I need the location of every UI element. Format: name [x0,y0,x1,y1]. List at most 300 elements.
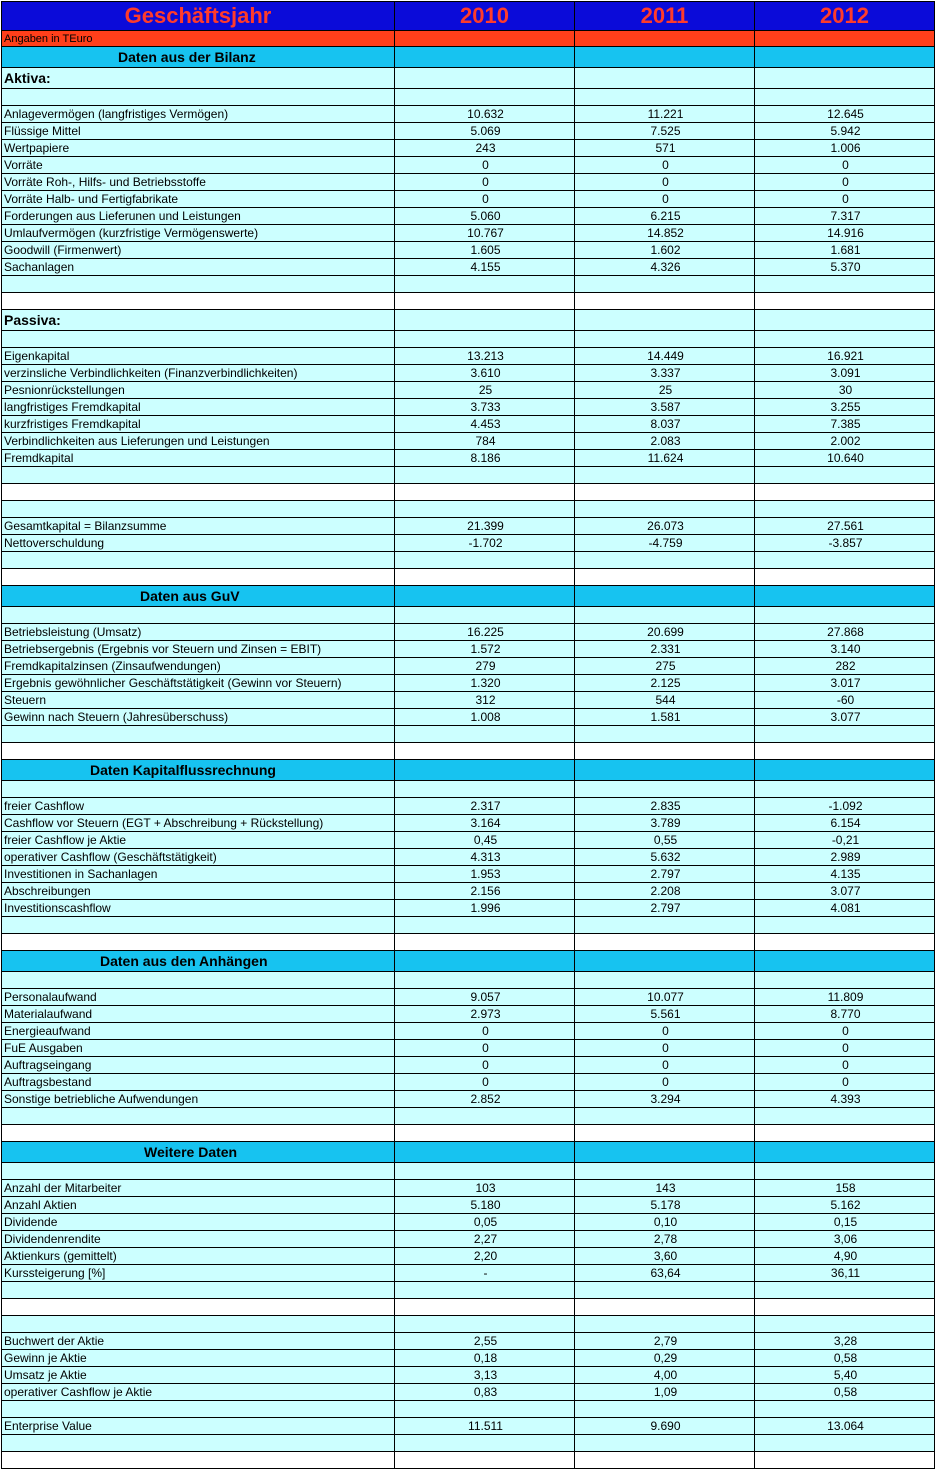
value-cell-2011[interactable]: 3.789 [575,815,755,832]
empty-cell[interactable] [2,781,395,798]
value-cell-2012[interactable]: 0 [755,174,935,191]
value-cell-2010[interactable]: 4.453 [395,416,575,433]
subsection-title-cell[interactable]: Passiva: [2,310,395,331]
section-title-cell[interactable]: Daten aus der Bilanz [2,47,395,68]
row-label-cell[interactable]: Vorräte [2,157,395,174]
row-label-cell[interactable]: Goodwill (Firmenwert) [2,242,395,259]
value-cell-2011[interactable]: 3.294 [575,1091,755,1108]
empty-cell[interactable] [395,68,575,89]
value-cell-2012[interactable]: 3.140 [755,641,935,658]
empty-cell[interactable] [2,1316,395,1333]
empty-cell[interactable] [575,89,755,106]
empty-cell[interactable] [395,31,575,47]
empty-cell[interactable] [575,276,755,293]
value-cell-2011[interactable]: 0 [575,1040,755,1057]
value-cell-2011[interactable]: 2.125 [575,675,755,692]
row-label-cell[interactable]: Fremdkapital [2,450,395,467]
value-cell-2012[interactable]: 13.064 [755,1418,935,1435]
empty-cell[interactable] [2,276,395,293]
empty-cell[interactable] [575,972,755,989]
row-label-cell[interactable]: Cashflow vor Steuern (EGT + Abschreibung + Rückstellung) [2,815,395,832]
value-cell-2010[interactable]: 0,45 [395,832,575,849]
empty-cell[interactable] [395,1435,575,1452]
row-label-cell[interactable]: FuE Ausgaben [2,1040,395,1057]
row-label-cell[interactable]: freier Cashflow je Aktie [2,832,395,849]
value-cell-2012[interactable]: -1.092 [755,798,935,815]
row-label-cell[interactable]: Gewinn je Aktie [2,1350,395,1367]
empty-cell[interactable] [575,47,755,68]
empty-cell[interactable] [575,743,755,760]
empty-cell[interactable] [755,1452,935,1469]
value-cell-2011[interactable]: 4.326 [575,259,755,276]
row-label-cell[interactable]: Nettoverschuldung [2,535,395,552]
section-title-cell[interactable]: Daten aus GuV [2,586,395,607]
value-cell-2012[interactable]: 12.645 [755,106,935,123]
value-cell-2011[interactable]: 5.178 [575,1197,755,1214]
empty-cell[interactable] [395,972,575,989]
empty-cell[interactable] [395,569,575,586]
subsection-title-cell[interactable]: Aktiva: [2,68,395,89]
value-cell-2010[interactable]: 0 [395,1040,575,1057]
empty-cell[interactable] [395,726,575,743]
empty-cell[interactable] [2,934,395,951]
row-label-cell[interactable]: Gesamtkapital = Bilanzsumme [2,518,395,535]
row-label-cell[interactable]: Anzahl der Mitarbeiter [2,1180,395,1197]
empty-cell[interactable] [755,760,935,781]
value-cell-2010[interactable]: 1.320 [395,675,575,692]
section-title-cell[interactable]: Weitere Daten [2,1142,395,1163]
empty-cell[interactable] [395,276,575,293]
value-cell-2010[interactable]: 1.605 [395,242,575,259]
value-cell-2012[interactable]: 0 [755,157,935,174]
row-label-cell[interactable]: Umsatz je Aktie [2,1367,395,1384]
value-cell-2012[interactable]: 27.561 [755,518,935,535]
value-cell-2012[interactable]: 0 [755,1023,935,1040]
value-cell-2011[interactable]: 0,10 [575,1214,755,1231]
row-label-cell[interactable]: Wertpapiere [2,140,395,157]
header-year-2010-cell[interactable]: 2010 [395,2,575,31]
value-cell-2012[interactable]: 5.370 [755,259,935,276]
value-cell-2012[interactable]: 5,40 [755,1367,935,1384]
value-cell-2010[interactable]: 3.733 [395,399,575,416]
value-cell-2011[interactable]: 11.221 [575,106,755,123]
empty-cell[interactable] [395,310,575,331]
unit-note-cell[interactable]: Angaben in TEuro [2,31,395,47]
value-cell-2010[interactable]: 10.632 [395,106,575,123]
value-cell-2011[interactable]: 20.699 [575,624,755,641]
value-cell-2011[interactable]: 6.215 [575,208,755,225]
value-cell-2012[interactable]: 1.681 [755,242,935,259]
empty-cell[interactable] [755,89,935,106]
empty-cell[interactable] [575,484,755,501]
empty-cell[interactable] [575,1435,755,1452]
row-label-cell[interactable]: Vorräte Roh-, Hilfs- und Betriebsstoffe [2,174,395,191]
value-cell-2011[interactable]: 2.083 [575,433,755,450]
value-cell-2011[interactable]: 3,60 [575,1248,755,1265]
empty-cell[interactable] [395,1108,575,1125]
value-cell-2012[interactable]: 10.640 [755,450,935,467]
row-label-cell[interactable]: Eigenkapital [2,348,395,365]
value-cell-2012[interactable]: 0,58 [755,1384,935,1401]
value-cell-2010[interactable]: 0,05 [395,1214,575,1231]
value-cell-2010[interactable]: 3.610 [395,365,575,382]
value-cell-2010[interactable]: 2,55 [395,1333,575,1350]
empty-cell[interactable] [755,586,935,607]
empty-cell[interactable] [395,743,575,760]
value-cell-2012[interactable]: 4.135 [755,866,935,883]
value-cell-2010[interactable]: 16.225 [395,624,575,641]
value-cell-2010[interactable]: 25 [395,382,575,399]
empty-cell[interactable] [575,1108,755,1125]
empty-cell[interactable] [395,1299,575,1316]
empty-cell[interactable] [575,607,755,624]
value-cell-2012[interactable]: 4.081 [755,900,935,917]
value-cell-2011[interactable]: 25 [575,382,755,399]
value-cell-2011[interactable]: 1.581 [575,709,755,726]
empty-cell[interactable] [575,1163,755,1180]
value-cell-2010[interactable]: 1.996 [395,900,575,917]
row-label-cell[interactable]: Umlaufvermögen (kurzfristige Vermögenswerte) [2,225,395,242]
value-cell-2011[interactable]: 0 [575,1074,755,1091]
value-cell-2012[interactable]: 3.255 [755,399,935,416]
empty-cell[interactable] [755,501,935,518]
empty-cell[interactable] [395,501,575,518]
value-cell-2012[interactable]: 158 [755,1180,935,1197]
value-cell-2010[interactable]: 0 [395,191,575,208]
value-cell-2012[interactable]: 1.006 [755,140,935,157]
empty-cell[interactable] [755,951,935,972]
value-cell-2011[interactable]: 275 [575,658,755,675]
value-cell-2010[interactable]: 0,18 [395,1350,575,1367]
value-cell-2012[interactable]: 0,15 [755,1214,935,1231]
value-cell-2011[interactable]: 0,55 [575,832,755,849]
empty-cell[interactable] [395,47,575,68]
value-cell-2012[interactable]: 16.921 [755,348,935,365]
value-cell-2011[interactable]: 544 [575,692,755,709]
empty-cell[interactable] [395,1452,575,1469]
value-cell-2012[interactable]: 3.091 [755,365,935,382]
value-cell-2011[interactable]: 2.208 [575,883,755,900]
value-cell-2010[interactable]: 4.313 [395,849,575,866]
value-cell-2012[interactable]: 3,06 [755,1231,935,1248]
value-cell-2011[interactable]: 2,79 [575,1333,755,1350]
value-cell-2010[interactable]: - [395,1265,575,1282]
empty-cell[interactable] [575,781,755,798]
row-label-cell[interactable]: Betriebsleistung (Umsatz) [2,624,395,641]
value-cell-2012[interactable]: 0 [755,1040,935,1057]
value-cell-2010[interactable]: 1.008 [395,709,575,726]
empty-cell[interactable] [755,31,935,47]
value-cell-2011[interactable]: 3.587 [575,399,755,416]
row-label-cell[interactable]: Sonstige betriebliche Aufwendungen [2,1091,395,1108]
row-label-cell[interactable]: operativer Cashflow (Geschäftstätigkeit) [2,849,395,866]
empty-cell[interactable] [395,1142,575,1163]
empty-cell[interactable] [395,934,575,951]
value-cell-2010[interactable]: 13.213 [395,348,575,365]
empty-cell[interactable] [2,89,395,106]
value-cell-2012[interactable]: 8.770 [755,1006,935,1023]
empty-cell[interactable] [2,484,395,501]
value-cell-2010[interactable]: 0 [395,174,575,191]
empty-cell[interactable] [395,331,575,348]
value-cell-2011[interactable]: 9.690 [575,1418,755,1435]
empty-cell[interactable] [755,972,935,989]
value-cell-2012[interactable]: 36,11 [755,1265,935,1282]
empty-cell[interactable] [575,1282,755,1299]
empty-cell[interactable] [755,293,935,310]
value-cell-2010[interactable]: 21.399 [395,518,575,535]
value-cell-2010[interactable]: 103 [395,1180,575,1197]
value-cell-2012[interactable]: 4,90 [755,1248,935,1265]
empty-cell[interactable] [395,781,575,798]
empty-cell[interactable] [575,293,755,310]
empty-cell[interactable] [2,552,395,569]
row-label-cell[interactable]: Flüssige Mittel [2,123,395,140]
empty-cell[interactable] [2,1282,395,1299]
value-cell-2012[interactable]: 7.317 [755,208,935,225]
value-cell-2012[interactable]: 0,58 [755,1350,935,1367]
value-cell-2012[interactable]: 11.809 [755,989,935,1006]
empty-cell[interactable] [2,1108,395,1125]
row-label-cell[interactable]: Enterprise Value [2,1418,395,1435]
value-cell-2010[interactable]: 5.060 [395,208,575,225]
value-cell-2011[interactable]: 0 [575,1057,755,1074]
row-label-cell[interactable]: Betriebsergebnis (Ergebnis vor Steuern und Zinsen = EBIT) [2,641,395,658]
empty-cell[interactable] [2,467,395,484]
value-cell-2011[interactable]: 10.077 [575,989,755,1006]
value-cell-2011[interactable]: 2.835 [575,798,755,815]
empty-cell[interactable] [755,917,935,934]
row-label-cell[interactable]: Vorräte Halb- und Fertigfabrikate [2,191,395,208]
empty-cell[interactable] [2,1125,395,1142]
row-label-cell[interactable]: verzinsliche Verbindlichkeiten (Finanzverbindlichkeiten) [2,365,395,382]
row-label-cell[interactable]: Steuern [2,692,395,709]
value-cell-2011[interactable]: -4.759 [575,535,755,552]
empty-cell[interactable] [755,743,935,760]
empty-cell[interactable] [755,1282,935,1299]
row-label-cell[interactable]: Abschreibungen [2,883,395,900]
empty-cell[interactable] [755,1125,935,1142]
value-cell-2011[interactable]: 0 [575,1023,755,1040]
empty-cell[interactable] [2,972,395,989]
value-cell-2011[interactable]: 0,29 [575,1350,755,1367]
empty-cell[interactable] [575,331,755,348]
empty-cell[interactable] [575,726,755,743]
value-cell-2011[interactable]: 0 [575,157,755,174]
value-cell-2011[interactable]: 2,78 [575,1231,755,1248]
row-label-cell[interactable]: Investitionscashflow [2,900,395,917]
value-cell-2012[interactable]: -60 [755,692,935,709]
value-cell-2011[interactable]: 0 [575,174,755,191]
value-cell-2010[interactable]: 2.317 [395,798,575,815]
value-cell-2010[interactable]: 2,20 [395,1248,575,1265]
row-label-cell[interactable]: Energieaufwand [2,1023,395,1040]
empty-cell[interactable] [755,1435,935,1452]
empty-cell[interactable] [755,1142,935,1163]
empty-cell[interactable] [755,569,935,586]
value-cell-2010[interactable]: 11.511 [395,1418,575,1435]
empty-cell[interactable] [755,1163,935,1180]
value-cell-2010[interactable]: 3.164 [395,815,575,832]
value-cell-2012[interactable]: 4.393 [755,1091,935,1108]
value-cell-2011[interactable]: 2.331 [575,641,755,658]
empty-cell[interactable] [755,1299,935,1316]
empty-cell[interactable] [395,89,575,106]
value-cell-2012[interactable]: 14.916 [755,225,935,242]
value-cell-2011[interactable]: 7.525 [575,123,755,140]
empty-cell[interactable] [2,1452,395,1469]
row-label-cell[interactable]: Materialaufwand [2,1006,395,1023]
empty-cell[interactable] [2,726,395,743]
empty-cell[interactable] [755,934,935,951]
value-cell-2010[interactable]: 5.180 [395,1197,575,1214]
empty-cell[interactable] [575,68,755,89]
value-cell-2012[interactable]: 6.154 [755,815,935,832]
value-cell-2011[interactable]: 14.852 [575,225,755,242]
value-cell-2012[interactable]: -0,21 [755,832,935,849]
empty-cell[interactable] [755,1401,935,1418]
empty-cell[interactable] [575,467,755,484]
row-label-cell[interactable]: Anzahl Aktien [2,1197,395,1214]
empty-cell[interactable] [2,501,395,518]
row-label-cell[interactable]: Sachanlagen [2,259,395,276]
empty-cell[interactable] [755,276,935,293]
value-cell-2010[interactable]: 9.057 [395,989,575,1006]
empty-cell[interactable] [575,1142,755,1163]
value-cell-2012[interactable]: 0 [755,191,935,208]
empty-cell[interactable] [755,1316,935,1333]
row-label-cell[interactable]: Aktienkurs (gemittelt) [2,1248,395,1265]
value-cell-2012[interactable]: 27.868 [755,624,935,641]
empty-cell[interactable] [2,1299,395,1316]
empty-cell[interactable] [575,586,755,607]
row-label-cell[interactable]: Fremdkapitalzinsen (Zinsaufwendungen) [2,658,395,675]
value-cell-2012[interactable]: 3,28 [755,1333,935,1350]
value-cell-2012[interactable]: 2.989 [755,849,935,866]
empty-cell[interactable] [755,310,935,331]
value-cell-2011[interactable]: 14.449 [575,348,755,365]
value-cell-2010[interactable]: 0 [395,157,575,174]
empty-cell[interactable] [575,569,755,586]
empty-cell[interactable] [2,607,395,624]
row-label-cell[interactable]: kurzfristiges Fremdkapital [2,416,395,433]
value-cell-2011[interactable]: 1.602 [575,242,755,259]
header-year-2011-cell[interactable]: 2011 [575,2,755,31]
value-cell-2011[interactable]: 5.561 [575,1006,755,1023]
empty-cell[interactable] [395,1282,575,1299]
value-cell-2010[interactable]: 0,83 [395,1384,575,1401]
row-label-cell[interactable]: Buchwert der Aktie [2,1333,395,1350]
empty-cell[interactable] [575,310,755,331]
empty-cell[interactable] [575,1125,755,1142]
row-label-cell[interactable]: Pesnionrückstellungen [2,382,395,399]
value-cell-2010[interactable]: 8.186 [395,450,575,467]
empty-cell[interactable] [575,934,755,951]
value-cell-2011[interactable]: 63,64 [575,1265,755,1282]
value-cell-2012[interactable]: 30 [755,382,935,399]
value-cell-2012[interactable]: 3.077 [755,883,935,900]
empty-cell[interactable] [395,1125,575,1142]
empty-cell[interactable] [755,484,935,501]
empty-cell[interactable] [395,552,575,569]
row-label-cell[interactable]: freier Cashflow [2,798,395,815]
value-cell-2010[interactable]: 279 [395,658,575,675]
row-label-cell[interactable]: Gewinn nach Steuern (Jahresüberschuss) [2,709,395,726]
value-cell-2011[interactable]: 143 [575,1180,755,1197]
row-label-cell[interactable]: Auftragseingang [2,1057,395,1074]
empty-cell[interactable] [395,1401,575,1418]
value-cell-2010[interactable]: 2,27 [395,1231,575,1248]
value-cell-2010[interactable]: 5.069 [395,123,575,140]
empty-cell[interactable] [755,552,935,569]
empty-cell[interactable] [2,1163,395,1180]
row-label-cell[interactable]: operativer Cashflow je Aktie [2,1384,395,1401]
value-cell-2012[interactable]: 282 [755,658,935,675]
value-cell-2011[interactable]: 3.337 [575,365,755,382]
empty-cell[interactable] [575,951,755,972]
value-cell-2010[interactable]: 4.155 [395,259,575,276]
empty-cell[interactable] [395,951,575,972]
value-cell-2012[interactable]: 3.077 [755,709,935,726]
row-label-cell[interactable]: Auftragsbestand [2,1074,395,1091]
row-label-cell[interactable]: Verbindlichkeiten aus Lieferungen und Leistungen [2,433,395,450]
empty-cell[interactable] [2,293,395,310]
header-title-cell[interactable]: Geschäftsjahr [2,2,395,31]
value-cell-2010[interactable]: 0 [395,1074,575,1091]
value-cell-2011[interactable]: 26.073 [575,518,755,535]
empty-cell[interactable] [395,1163,575,1180]
empty-cell[interactable] [755,68,935,89]
empty-cell[interactable] [2,917,395,934]
empty-cell[interactable] [575,760,755,781]
value-cell-2011[interactable]: 11.624 [575,450,755,467]
empty-cell[interactable] [575,501,755,518]
value-cell-2012[interactable]: 0 [755,1074,935,1091]
value-cell-2012[interactable]: 5.942 [755,123,935,140]
value-cell-2010[interactable]: 1.953 [395,866,575,883]
value-cell-2010[interactable]: 2.156 [395,883,575,900]
empty-cell[interactable] [395,760,575,781]
empty-cell[interactable] [2,331,395,348]
empty-cell[interactable] [2,569,395,586]
value-cell-2012[interactable]: 0 [755,1057,935,1074]
empty-cell[interactable] [395,484,575,501]
value-cell-2012[interactable]: -3.857 [755,535,935,552]
value-cell-2010[interactable]: 0 [395,1023,575,1040]
value-cell-2010[interactable]: 2.973 [395,1006,575,1023]
section-title-cell[interactable]: Daten aus den Anhängen [2,951,395,972]
value-cell-2010[interactable]: 2.852 [395,1091,575,1108]
value-cell-2011[interactable]: 4,00 [575,1367,755,1384]
value-cell-2010[interactable]: -1.702 [395,535,575,552]
empty-cell[interactable] [755,726,935,743]
empty-cell[interactable] [755,467,935,484]
row-label-cell[interactable]: Forderungen aus Lieferunen und Leistungen [2,208,395,225]
row-label-cell[interactable]: Ergebnis gewöhnlicher Geschäftstätigkeit (Gewinn vor Steuern) [2,675,395,692]
empty-cell[interactable] [575,31,755,47]
empty-cell[interactable] [2,743,395,760]
empty-cell[interactable] [755,607,935,624]
row-label-cell[interactable]: Dividende [2,1214,395,1231]
empty-cell[interactable] [2,1435,395,1452]
value-cell-2010[interactable]: 3,13 [395,1367,575,1384]
value-cell-2011[interactable]: 0 [575,191,755,208]
value-cell-2012[interactable]: 7.385 [755,416,935,433]
value-cell-2011[interactable]: 5.632 [575,849,755,866]
empty-cell[interactable] [755,781,935,798]
empty-cell[interactable] [755,331,935,348]
empty-cell[interactable] [395,917,575,934]
